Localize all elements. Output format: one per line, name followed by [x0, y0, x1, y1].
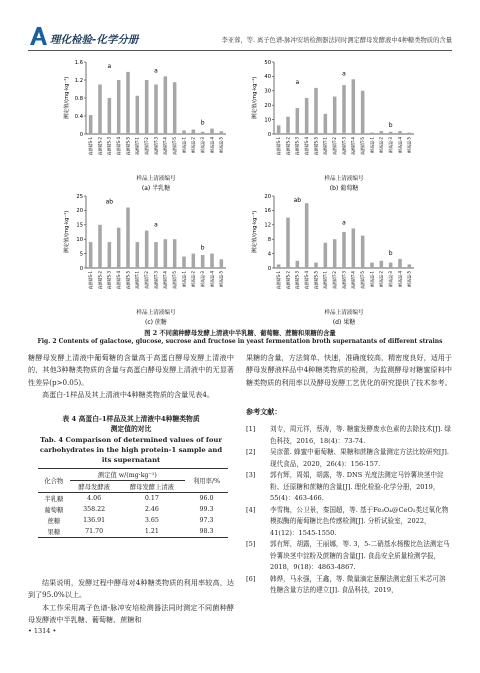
y-axis-label: 测定值/(mg·kg⁻¹)	[252, 210, 258, 254]
bar	[408, 264, 412, 268]
significance-letter: b	[388, 250, 393, 257]
y-tick-label: 40	[264, 74, 271, 81]
table-cell: 96.0	[199, 495, 214, 502]
x-tick-label: 高酒精S-5	[125, 137, 131, 156]
bar	[286, 218, 290, 268]
x-axis-label: 样品上清液编号	[136, 310, 176, 316]
significance-letter: ab	[105, 198, 114, 206]
x-tick-label: 耐高温-4	[397, 271, 403, 287]
bar	[182, 256, 186, 268]
bar	[182, 130, 186, 134]
bar	[380, 131, 384, 134]
x-tick-label: 高酒精S-2	[285, 271, 291, 290]
table-header-yeast: 酵母发酵液	[70, 481, 119, 493]
x-axis-label: 样品上清液编号	[324, 176, 364, 182]
bar	[389, 132, 393, 134]
x-tick-label: 耐高温-1	[181, 271, 187, 287]
table-row	[38, 526, 228, 538]
bar	[277, 125, 281, 134]
table-cell: 358.22	[83, 506, 106, 513]
bar	[192, 254, 196, 268]
x-tick-label: 高酒精T-2	[144, 271, 150, 290]
table-cell: 果糖	[47, 529, 61, 536]
panel-title: (d) 果糖	[332, 319, 356, 326]
reference-number: [2]	[246, 448, 256, 456]
significance-letter: a	[342, 219, 346, 227]
x-tick-label: 高酒精S-1	[276, 137, 282, 156]
x-tick-label: 高酒精S-1	[88, 137, 94, 156]
chart-svg	[250, 192, 420, 326]
running-title: 李亚蓉，等. 离子色谱-脉冲安培检测器法同时测定酵母发酵液中4种糖类物质的含量	[221, 37, 452, 44]
significance-letter: a	[154, 67, 158, 75]
figure-caption-en: Fig. 2 Contents of galactose, glucose, sucrose and fructose in yeast fermentation broth supernatants of different strains	[37, 338, 443, 345]
reference-text: 郭有辉，胡露，王丽娜，等. 3，5-二硝基水杨酸比色法测定马铃薯块茎中淀粉及蔗糖的含量[J]. 食品安全质量检测学报，2018，9(18)：4863-4867.	[270, 540, 450, 571]
bar	[389, 263, 393, 268]
bar	[277, 264, 281, 268]
x-tick-label: 高酒精S-2	[285, 137, 291, 156]
table-title-en-1: Tab. 4 Comparison of determined values of four	[40, 436, 222, 444]
x-tick-label: 高酒精T-3	[153, 271, 159, 290]
x-tick-label: 高酒精S-4	[304, 137, 310, 156]
y-tick-label: 25	[76, 193, 83, 200]
header-rule	[28, 50, 452, 51]
reference-text: 李雪梅，公卫景，秦国超，等. 基于Fe₃O₄@CeO₂类过氧化物模拟酶的葡萄糖比色传感检测[J]. 分析试验室，2022，41(12)：1545-1550.	[270, 505, 449, 537]
x-tick-label: 耐高温-3	[388, 271, 394, 287]
bar	[398, 259, 402, 268]
bar	[117, 228, 121, 268]
y-tick-label: 20	[264, 103, 271, 109]
bar	[305, 203, 309, 268]
bar	[108, 242, 112, 268]
y-tick-label: 0	[79, 131, 83, 138]
x-tick-label: 耐高温-1	[369, 271, 375, 287]
x-tick-label: 高酒精T-4	[162, 271, 168, 290]
reference-text: 韩烨，马永强，王鑫，等. 微量滴定葱酮法测定甜玉米芯可溶性糖含量方法的建立[J]. 食品科技，2019，	[270, 574, 446, 594]
bar	[370, 263, 374, 268]
left-para-3: 结果说明，发酵过程中酵母对4种糖类物质的利用率较高，达到了95.0%以上。	[28, 578, 234, 600]
significance-letter: a	[107, 63, 112, 70]
left-para-2: 高蛋白-1样品及其上清液中4种糖类物质的含量见表4。	[42, 390, 214, 399]
x-tick-label: 高酒精T-4	[162, 137, 168, 156]
bar	[154, 242, 158, 268]
x-tick-label: 耐高温-3	[200, 271, 206, 287]
bar	[220, 259, 224, 268]
y-tick-label: 0	[267, 131, 271, 138]
bar	[361, 236, 365, 268]
bar	[173, 239, 177, 268]
reference-number: [4]	[246, 505, 256, 514]
y-tick-label: 12	[264, 222, 271, 229]
y-tick-label: 10	[76, 237, 83, 243]
table-cell: 1.21	[144, 528, 159, 535]
bar	[361, 91, 365, 134]
reference-item	[246, 539, 452, 574]
reference-number: [3]	[246, 471, 256, 479]
reference-number: [5]	[246, 540, 256, 548]
table-cell: 3.65	[144, 517, 159, 524]
page-number: • 1314 •	[28, 627, 57, 635]
page-header	[0, 0, 480, 48]
bar	[342, 85, 346, 134]
y-tick-label: 15	[76, 222, 83, 229]
table-cell: 99.3	[199, 506, 214, 513]
bar	[164, 239, 168, 268]
x-tick-label: 高酒精S-5	[313, 271, 319, 290]
y-axis-label: 测定值/(mg·kg⁻¹)	[64, 210, 70, 254]
y-tick-label: 1.2	[74, 77, 83, 84]
x-axis-label: 样品上清液编号	[324, 310, 364, 316]
x-tick-label: 高酒精T-2	[332, 271, 338, 290]
y-tick-label: 20	[76, 208, 83, 215]
x-tick-label: 耐高温-5	[406, 271, 412, 287]
references-title: 参考文献：	[246, 407, 282, 416]
bar	[408, 133, 412, 134]
journal-name: 理化检验-化学分册	[50, 34, 139, 46]
bar	[352, 79, 356, 134]
bar	[201, 255, 205, 268]
y-tick-label: 8	[267, 237, 271, 243]
y-tick-label: 0	[267, 265, 271, 272]
x-tick-label: 耐高温-3	[200, 137, 206, 153]
significance-letter: b	[388, 122, 393, 130]
reference-text: 郭有辉，周娟，胡露，等. DNS 光度法测定马铃薯块茎中淀粉、还原糖和蔗糖的含量[J]. 理化检验-化学分册，2019，55(4)：463-466.	[270, 471, 444, 502]
significance-letter: ab	[293, 197, 302, 204]
table-row	[38, 493, 228, 505]
table-row	[38, 504, 228, 515]
x-tick-label: 高酒精T-1	[134, 137, 140, 156]
x-tick-label: 耐高温-5	[218, 271, 224, 287]
bar	[164, 76, 168, 134]
reference-item	[246, 505, 452, 540]
table-cell: 98.3	[199, 528, 214, 535]
panel-title: (a) 半乳糖	[141, 185, 171, 192]
x-tick-label: 高酒精T-5	[172, 137, 178, 156]
x-tick-label: 耐高温-2	[378, 271, 384, 287]
table-title-cn-2: 测定值的对比	[110, 425, 152, 433]
reference-item	[246, 447, 452, 470]
journal-logo-icon	[28, 26, 48, 46]
y-tick-label: 10	[264, 117, 271, 124]
x-tick-label: 高酒精T-5	[172, 271, 178, 290]
bar	[380, 261, 384, 268]
x-tick-label: 耐高温-5	[406, 137, 412, 153]
bar	[305, 98, 309, 134]
significance-letter: a	[342, 70, 346, 78]
table-cell: 0.17	[144, 495, 159, 502]
reference-list	[246, 424, 452, 597]
x-axis-label: 样品上清液编号	[136, 176, 176, 182]
bar	[98, 225, 102, 268]
x-tick-label: 高酒精T-5	[360, 271, 366, 290]
table-title-en-2: carbohydrates in the high protein-1 sample and	[39, 446, 223, 454]
table-cell: 半乳糖	[44, 496, 64, 503]
table-header-super: 酵母发酵上清液	[119, 481, 185, 493]
bar	[98, 85, 102, 135]
bar	[342, 232, 346, 268]
bar	[154, 85, 158, 135]
reference-item	[246, 470, 452, 505]
table-title-en-3: its supernatant	[101, 456, 161, 464]
x-tick-label: 耐高温-1	[369, 137, 375, 153]
bar	[108, 98, 112, 134]
significance-letter: a	[154, 221, 158, 229]
reference-text: 吴彦蕾. 蜂蜜中葡萄糖、果糖和蔗糖含量测定方法比较研究[J]. 现代食品，2020，26(4)：156-157.	[270, 448, 449, 468]
reference-text: 刘专，周元祥，蔡涛，等. 糖蜜发酵废水色素的去除技术[J]. 绿色科技，2016，18(4)：73-74.	[270, 425, 452, 445]
x-tick-label: 高酒精S-5	[313, 137, 319, 156]
bar	[136, 242, 140, 268]
bar	[201, 132, 205, 134]
x-tick-label: 高酒精T-2	[144, 137, 150, 156]
x-tick-label: 耐高温-2	[190, 271, 196, 287]
y-tick-label: 30	[264, 88, 271, 95]
bar	[370, 133, 374, 134]
x-tick-label: 高酒精S-4	[304, 271, 310, 290]
table-cell: 蔗糖	[47, 518, 61, 525]
significance-letter: b	[200, 119, 205, 127]
bar	[314, 263, 318, 268]
table-cell: 葡萄糖	[44, 507, 64, 514]
chart-svg	[62, 192, 232, 326]
y-tick-label: 16	[264, 208, 271, 215]
x-tick-label: 耐高温-4	[209, 271, 215, 287]
left-para-1: 糖酵母发酵上清液中葡萄糖的含量高于高蛋白酵母发酵上清液中的，其他3种糖类物质的含量与高蛋白酵母发酵上清液中的无显著性差异(p>0.05)。	[28, 353, 234, 387]
x-tick-label: 耐高温-5	[218, 137, 224, 153]
y-tick-label: 50	[264, 59, 271, 66]
bar	[296, 108, 300, 134]
table-title-cn-1: 表 4 高蛋白-1样品及其上清液中4种糖类物质	[62, 415, 200, 423]
bar	[352, 228, 356, 268]
bar	[333, 97, 337, 134]
y-tick-label: 1.6	[74, 59, 83, 66]
bar	[324, 114, 328, 134]
x-tick-label: 高酒精T-1	[322, 271, 328, 290]
table-header-measured: 测定值 w/(mg·kg⁻¹)	[70, 469, 186, 481]
significance-letter: b	[200, 244, 205, 252]
table-header-compound: 化合物	[38, 469, 70, 493]
table-cell: 97.3	[199, 517, 214, 524]
x-tick-label: 耐高温-1	[181, 137, 187, 153]
chart-svg	[250, 58, 420, 192]
bar	[192, 130, 196, 135]
bar	[173, 82, 177, 134]
left-para-4: 本工作采用离子色谱-脉冲安培检测器法同时测定不同菌种酵母发酵液中半乳糖、葡萄糖、蔗糖和	[28, 603, 234, 625]
x-tick-label: 耐高温-2	[190, 137, 196, 153]
table-cell: 71.70	[85, 528, 104, 535]
x-tick-label: 高酒精S-5	[125, 271, 131, 290]
y-tick-label: 5	[79, 251, 83, 258]
x-tick-label: 高酒精S-4	[116, 137, 122, 156]
figure-caption-cn: 图 2 不同菌种酵母发酵上清液中半乳糖、葡萄糖、蔗糖和果糖的含量	[144, 330, 336, 337]
panel-title: (b) 葡萄糖	[329, 185, 359, 192]
reference-number: [6]	[246, 574, 256, 583]
chart-panel-fructose	[250, 192, 420, 350]
x-tick-label: 高酒精S-3	[106, 137, 112, 156]
bar	[210, 254, 214, 268]
bar	[220, 131, 224, 134]
y-tick-label: 0	[79, 265, 83, 272]
table-cell: 2.46	[144, 506, 159, 513]
x-tick-label: 高酒精S-3	[106, 271, 112, 290]
x-tick-label: 高酒精T-4	[350, 271, 356, 290]
bar	[324, 243, 328, 268]
y-tick-label: 0.8	[74, 95, 83, 102]
table-cell: 136.91	[83, 517, 106, 524]
y-tick-label: 4	[267, 251, 271, 258]
panel-title: (c) 蔗糖	[145, 319, 167, 326]
table-cell: 4.06	[87, 495, 102, 502]
x-tick-label: 高酒精T-1	[134, 271, 140, 290]
x-tick-label: 高酒精T-1	[322, 137, 328, 156]
bar	[136, 96, 140, 134]
x-tick-label: 耐高温-3	[388, 137, 394, 153]
y-tick-label: 0.4	[74, 113, 83, 120]
x-tick-label: 高酒精T-3	[153, 137, 159, 156]
table-row	[38, 515, 228, 526]
reference-number: [1]	[246, 425, 256, 433]
bar	[89, 115, 93, 134]
x-tick-label: 高酒精T-3	[341, 137, 347, 156]
data-table	[38, 468, 228, 538]
y-axis-label: 测定值/(mg·kg⁻¹)	[252, 76, 258, 120]
bar	[314, 88, 318, 134]
bar	[126, 208, 130, 268]
bar	[286, 117, 290, 134]
bar	[398, 131, 402, 134]
bar	[210, 129, 214, 134]
significance-letter: a	[295, 78, 300, 86]
bar	[145, 80, 149, 134]
bar	[117, 80, 121, 134]
x-tick-label: 高酒精T-4	[350, 137, 356, 156]
x-tick-label: 高酒精S-3	[294, 271, 300, 290]
x-tick-label: 高酒精S-1	[276, 271, 282, 290]
right-para-1: 果糖的含量，方法简单、快速，准确度较高，精密度良好，适用于酵母发酵液样品中4种糖类物质的检测，为监测酵母对糖蜜原料中糖类物质的利用率以及酵母发酵工艺优化的研究提供了技术参考。	[246, 353, 452, 387]
x-tick-label: 高酒精T-3	[341, 271, 347, 290]
x-tick-label: 高酒精T-2	[332, 137, 338, 156]
chart-panel-sucrose	[62, 192, 232, 350]
y-tick-label: 20	[264, 193, 271, 200]
x-tick-label: 耐高温-4	[209, 137, 215, 153]
chart-svg	[62, 58, 232, 192]
x-tick-label: 高酒精T-5	[360, 137, 366, 156]
x-tick-label: 耐高温-2	[378, 137, 384, 153]
y-axis-label: 测定值/(mg·kg⁻¹)	[64, 76, 70, 120]
bar	[333, 239, 337, 268]
reference-item	[246, 574, 452, 597]
bar	[126, 72, 130, 134]
bar	[296, 261, 300, 268]
x-tick-label: 高酒精S-3	[294, 137, 300, 156]
bar	[89, 242, 93, 268]
x-tick-label: 高酒精S-4	[116, 271, 122, 290]
x-tick-label: 高酒精S-1	[88, 271, 94, 290]
reference-item	[246, 424, 452, 447]
table-header-rate: 利用率/%	[185, 469, 228, 493]
x-tick-label: 高酒精S-2	[97, 137, 103, 156]
x-tick-label: 高酒精S-2	[97, 271, 103, 290]
bar	[145, 231, 149, 268]
x-tick-label: 耐高温-4	[397, 137, 403, 153]
